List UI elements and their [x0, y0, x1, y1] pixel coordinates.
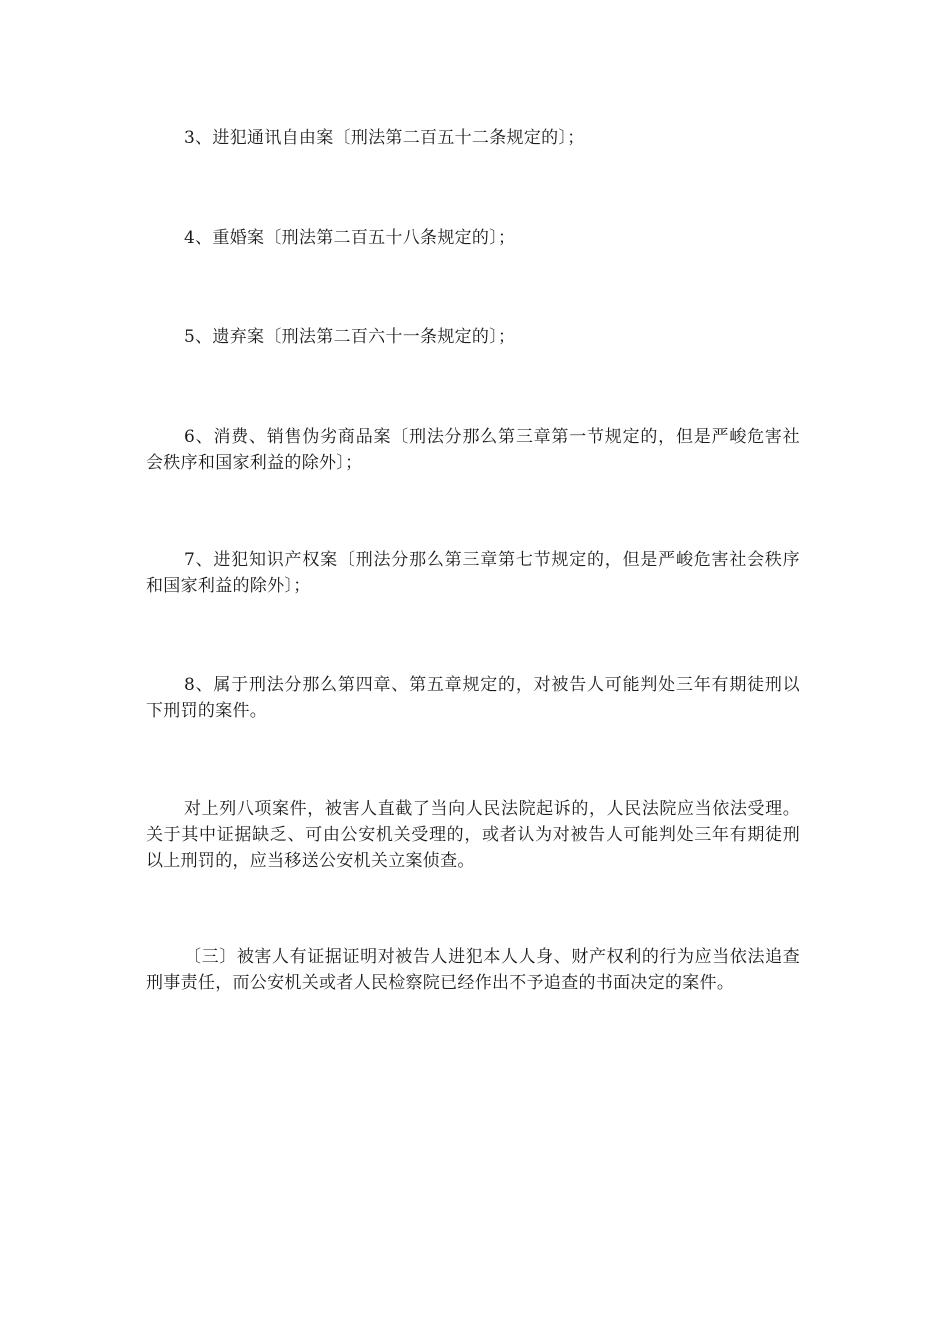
paragraph-item-7: 7、进犯知识产权案〔刑法分那么第三章第七节规定的，但是严峻危害社会秩序和国家利益的除外〕； [146, 550, 800, 596]
paragraph-item-8: 8、属于刑法分那么第四章、第五章规定的，对被告人可能判处三年有期徒刑以下刑罚的案件。 [146, 675, 800, 721]
paragraph-section-three: 〔三〕被害人有证据证明对被告人进犯本人人身、财产权利的行为应当依法追查刑事责任，而公安机关或者人民检察院已经作出不予追查的书面决定的案件。 [146, 947, 800, 993]
paragraph-summary: 对上列八项案件，被害人直截了当向人民法院起诉的，人民法院应当依法受理。关于其中证据缺乏、可由公安机关受理的，或者认为对被告人可能判处三年有期徒刑以上刑罚的，应当移送公安机关立案侦查。 [146, 799, 800, 871]
paragraph-item-4: 4、重婚案〔刑法第二百五十八条规定的〕； [184, 228, 516, 248]
paragraph-item-6: 6、消费、销售伪劣商品案〔刑法分那么第三章第一节规定的，但是严峻危害社会秩序和国家利益的除外〕； [146, 427, 800, 473]
paragraph-item-3: 3、进犯通讯自由案〔刑法第二百五十二条规定的〕； [184, 128, 585, 148]
paragraph-item-5: 5、遗弃案〔刑法第二百六十一条规定的〕； [184, 327, 516, 347]
